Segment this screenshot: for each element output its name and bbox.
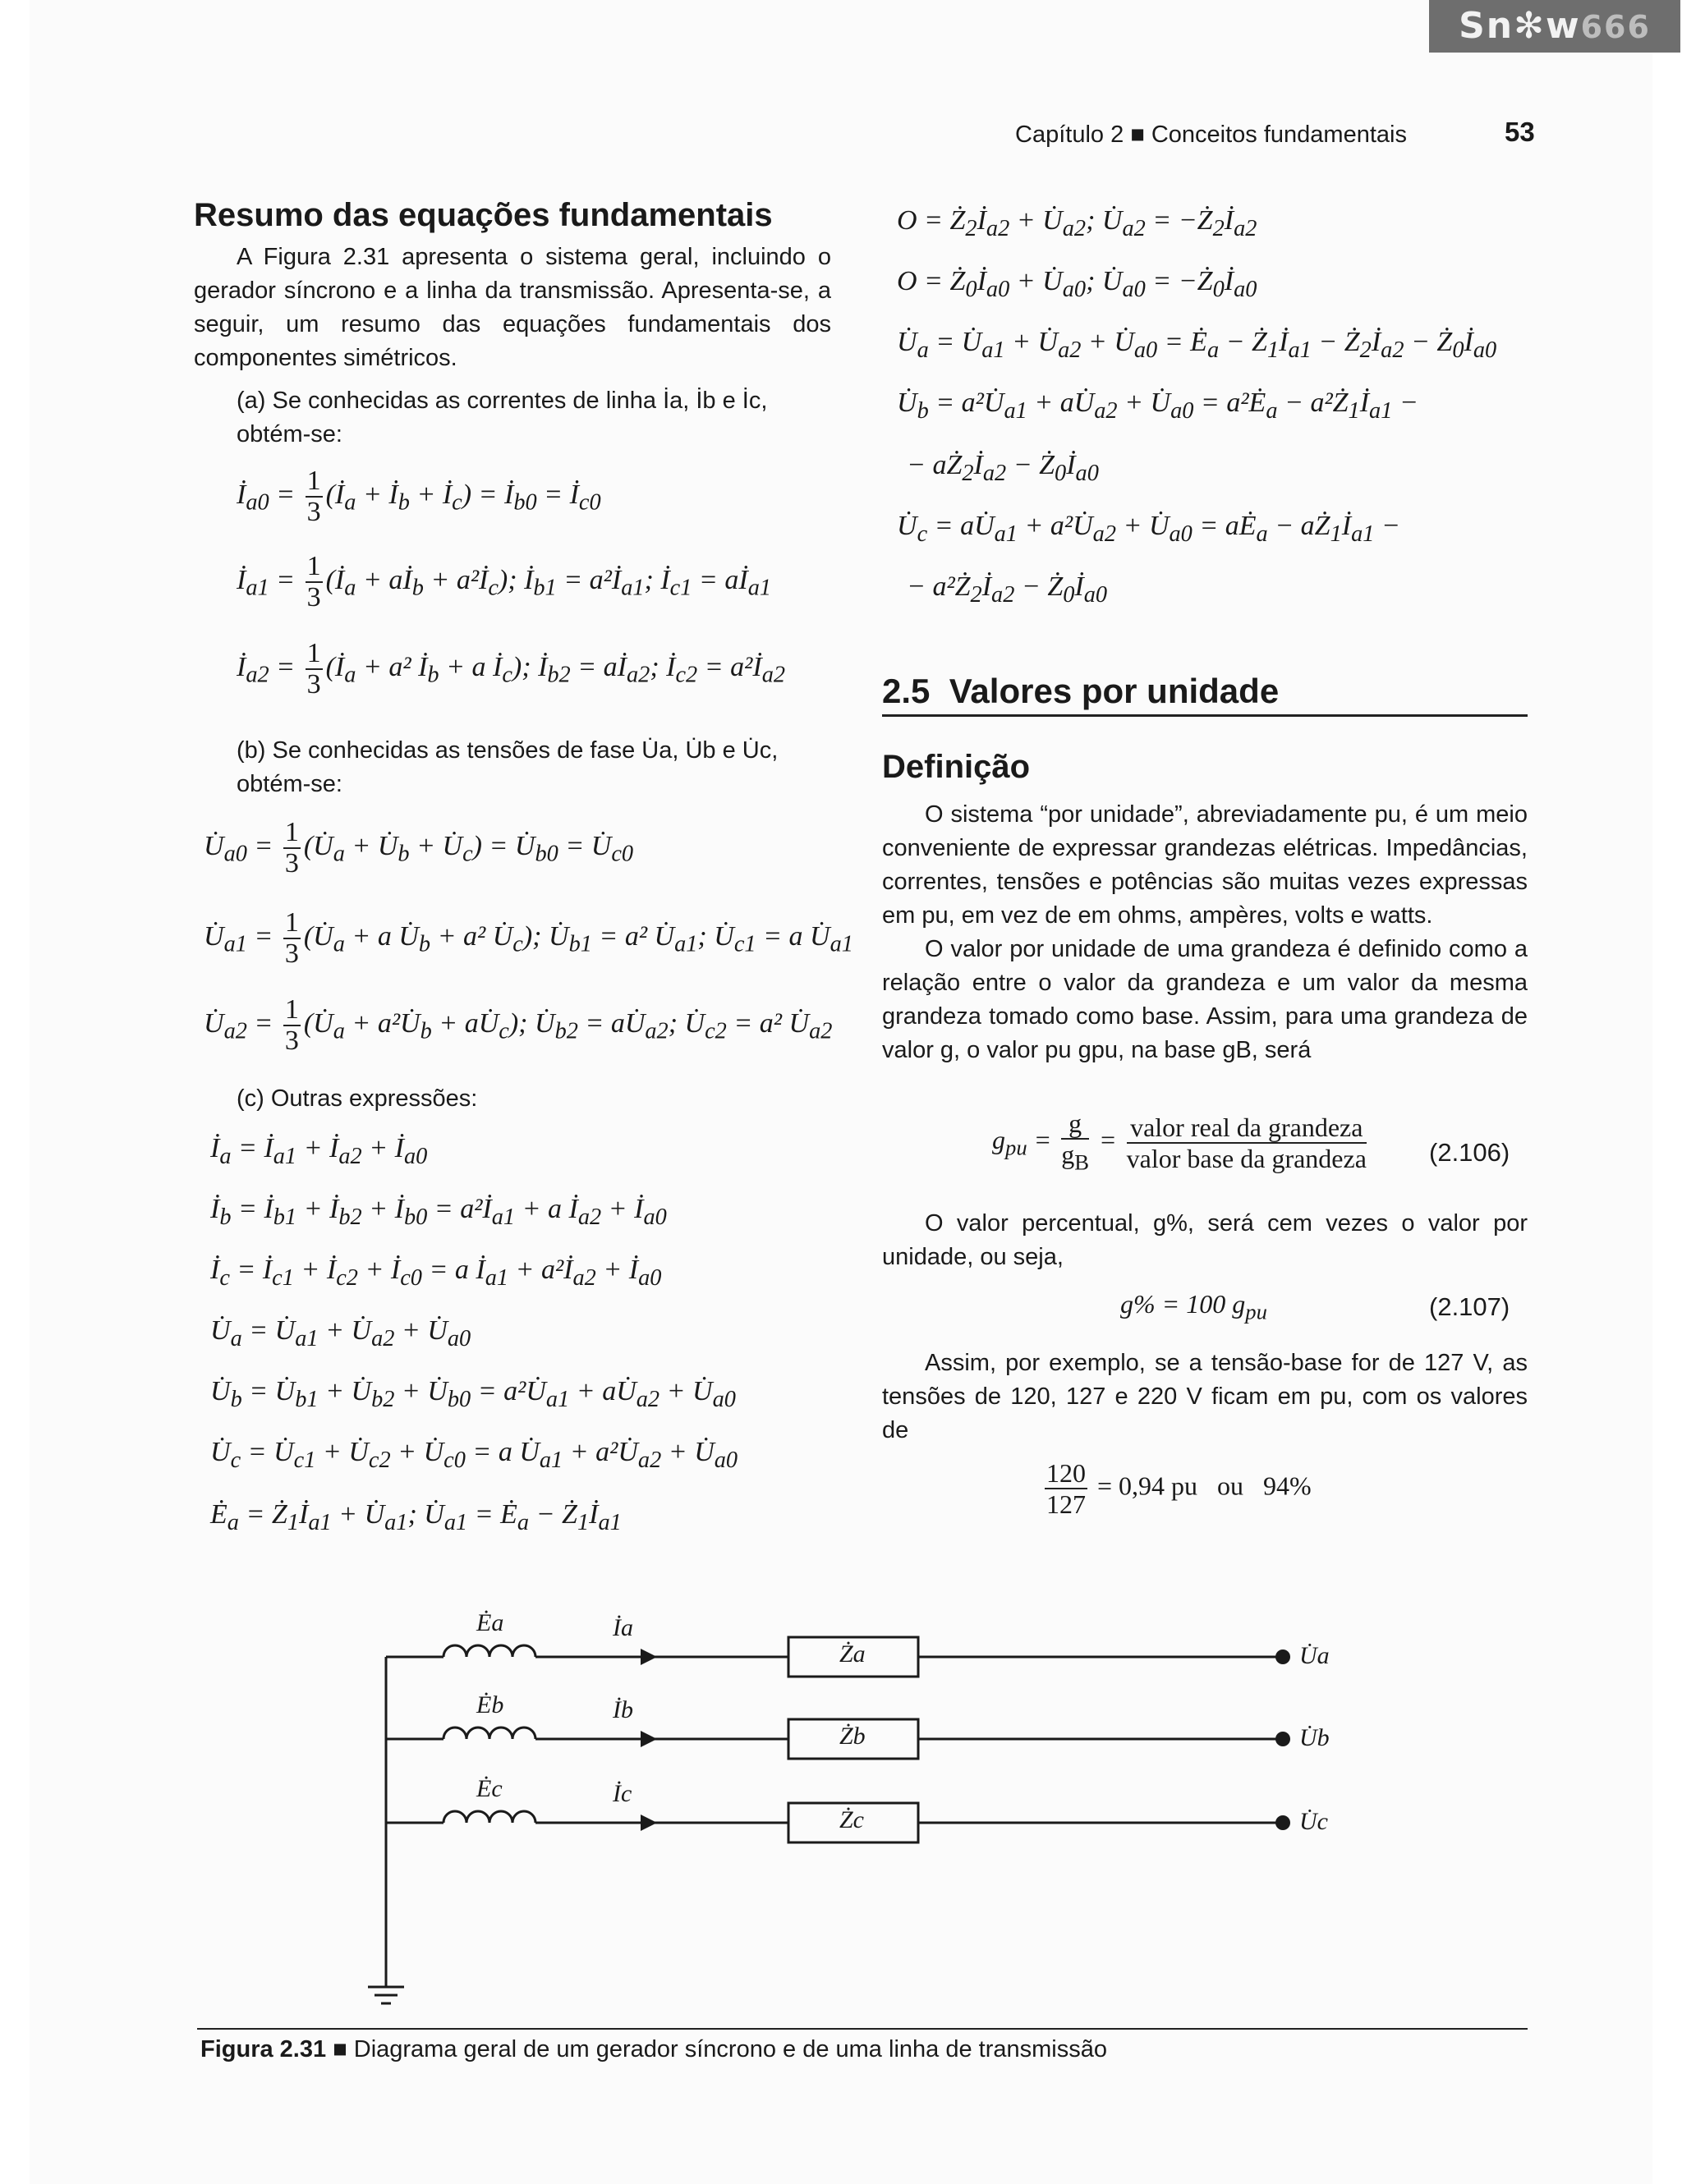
terminal-dot-a bbox=[1275, 1649, 1290, 1664]
label-Ia: İa bbox=[613, 1614, 633, 1641]
label-Ic: İc bbox=[613, 1780, 632, 1807]
coil-b bbox=[443, 1727, 535, 1739]
running-header: Capítulo 2 ■ Conceitos fundamentais bbox=[1015, 122, 1407, 148]
caption-rule bbox=[197, 2028, 1528, 2030]
intro-paragraph: A Figura 2.31 apresenta o sistema geral, incluindo o gerador síncrono e a linha da transmissão. Apresenta-se, a seguir, um resumo das equações fundamentais dos componentes simétricos. bbox=[194, 244, 831, 371]
current-arrow-a bbox=[641, 1649, 657, 1665]
terminal-dot-b bbox=[1275, 1732, 1290, 1746]
label-Za: Ża bbox=[839, 1640, 866, 1668]
eq-ua0: $U̇_{a0}$ = $\frac{1}{3}$ ($U̇_a$ + $U̇_b$ + $U̇_c$) = $U̇_{b0}$ = $U̇_{c0}$ bbox=[204, 817, 634, 879]
equation-2-107: g% = 100 $g_{pu}$ bbox=[1120, 1289, 1267, 1324]
watermark: Sn✻w666 bbox=[1429, 0, 1680, 53]
item-b: (b) Se conhecidas as tensões de fase U̇a, U̇b e U̇c, obtém-se: bbox=[237, 737, 779, 797]
eq-ia2: $İ_{a2}$ = $\frac{1}{3}$ ($İ_a + a^2$ $İ_b + a$ $İ_c$); $İ_{b2}$ = $aİ_{a2}$; $İ_{c2}$ = $a^2İ_{a2}$ bbox=[237, 638, 786, 700]
section-title-resumo: Resumo das equações fundamentais bbox=[194, 197, 773, 233]
eq-r4: $U̇_b$ = $a^2U̇_{a1}$ + $aU̇_{a2}$ + $U̇_{a0}$ = $a^2Ė_a$ − $a^2Ż_1İ_{a1}$ − bbox=[897, 388, 1418, 424]
eq-c6: $U̇_c$ = $U̇_{c1}$ + $U̇_{c2}$ + $U̇_{c0} = a$ $U̇_{a1}$ + $a^2U̇_{a2}$ + $U̇_{a0}$ bbox=[210, 1437, 738, 1473]
label-Ea: Ėa bbox=[476, 1609, 504, 1636]
eq-ua1: $U̇_{a1}$ = $\frac{1}{3}$ ($U̇_a + a$ $U̇_b + a^2$ $U̇_c$); $U̇_{b1} = a^2$ $U̇_{a1}$; $U̇_{c1} = a$ $U̇_{a1}$ bbox=[204, 907, 853, 969]
paragraph-percent: O valor percentual, g%, será cem vezes o valor por unidade, ou seja, bbox=[882, 1210, 1528, 1270]
subsection-definicao: Definição bbox=[882, 749, 1031, 785]
page-number: 53 bbox=[1505, 117, 1535, 147]
figure-caption: Figura 2.31 ■ Diagrama geral de um gerador síncrono e de uma linha de transmissão bbox=[200, 2036, 1107, 2062]
item-a: (a) Se conhecidas as correntes de linha İa, İb e İc, obtém-se: bbox=[237, 388, 768, 447]
eq-r6: $U̇_c$ = $aU̇_{a1}$ + $a^2U̇_{a2}$ + $U̇_{a0}$ = $aĖ_a$ − $aŻ_1İ_{a1}$ − bbox=[897, 511, 1400, 547]
label-Zc: Żc bbox=[839, 1806, 864, 1833]
eq-c2: $İ_b$ = $İ_{b1}$ + $İ_{b2}$ + $İ_{b0}$ = $a^2İ_{a1} + a$ $İ_{a2}$ + $İ_{a0}$ bbox=[210, 1194, 667, 1230]
eq-ia1: $İ_{a1}$ = $\frac{1}{3}$ ($İ_a$ + $aİ_b$ + $a^2İ_c$); $İ_{b1}$ = $a^2İ_{a1}$; $İ_{c1}$ = $aİ_{a1}$ bbox=[237, 551, 772, 613]
label-Zb: Żb bbox=[839, 1723, 866, 1750]
terminal-dot-c bbox=[1275, 1815, 1290, 1830]
paragraph-pu-intro: O sistema “por unidade”, abreviadamente pu, é um meio conveniente de expressar grandezas elétricas. Impedâncias, correntes, tensões e potências são muitas vezes expressas em pu, em vez de em ohms, ampères, volts e watts. bbox=[882, 801, 1528, 929]
eq-c7: $Ė_a$ = $Ż_1İ_{a1}$ + $U̇_{a1}$; $U̇_{a1}$ = $Ė_a$ − $Ż_1İ_{a1}$ bbox=[210, 1499, 622, 1535]
label-Uc: U̇c bbox=[1299, 1808, 1328, 1835]
coil-a bbox=[443, 1645, 535, 1657]
label-Ib: İb bbox=[613, 1696, 633, 1723]
eq-r7: − $a^2Ż_2İ_{a2}$ − $Ż_0İ_{a0}$ bbox=[907, 571, 1108, 608]
label-Ub: U̇b bbox=[1299, 1724, 1330, 1751]
eq-ia0: $İ_{a0}$ = $\frac{1}{3}$ ($İ_a$ + $İ_b$ + $İ_c$) = $İ_{b0}$ = $İ_{c0}$ bbox=[237, 466, 601, 527]
eq-c4: $U̇_a$ = $U̇_{a1}$ + $U̇_{a2}$ + $U̇_{a0}$ bbox=[210, 1315, 471, 1351]
eq-c1: $İ_a$ = $İ_{a1}$ + $İ_{a2}$ + $İ_{a0}$ bbox=[210, 1133, 428, 1169]
equation-number-2-106: (2.106) bbox=[1429, 1138, 1510, 1167]
section-2-5-heading: 2.5 Valores por unidade bbox=[882, 672, 1280, 710]
item-c: (c) Outras expressões: bbox=[237, 1085, 478, 1112]
label-Ua: U̇a bbox=[1299, 1642, 1330, 1669]
eq-r2: $O = Ż_0İ_{a0}$ + $U̇_{a0}$; $U̇_{a0}$ = $-Ż_0İ_{a0}$ bbox=[897, 266, 1257, 302]
eq-ua2: $U̇_{a2}$ = $\frac{1}{3}$ ($U̇_a$ + $a^2U̇_b$ + $aU̇_c$); $U̇_{b2}$ = $aU̇_{a2}$; $U̇_{c2} = a^2$ $U̇_{a2}$ bbox=[204, 994, 833, 1056]
label-Ec: Ėc bbox=[476, 1775, 503, 1802]
equation-2-106: $g_{pu}$ = $\frac{g}{g_B}$ = $\frac{\text{valor real da grandeza}}{\text{valor base da grandeza}}$ bbox=[992, 1108, 1367, 1175]
example-calculation: $\frac{120}{127}$ = 0,94 pu ou 94% bbox=[1046, 1458, 1312, 1519]
eq-c5: $U̇_b$ = $U̇_{b1}$ + $U̇_{b2}$ + $U̇_{b0}$ = $a^2U̇_{a1}$ + $aU̇_{a2}$ + $U̇_{a0}$ bbox=[210, 1376, 736, 1412]
paragraph-example: Assim, por exemplo, se a tensão-base for de 127 V, as tensões de 120, 127 e 220 V ficam em pu, com os valores de bbox=[882, 1350, 1528, 1443]
eq-r1: $O = Ż_2İ_{a2}$ + $U̇_{a2}$; $U̇_{a2}$ = $-Ż_2İ_{a2}$ bbox=[897, 205, 1257, 241]
eq-r5: − $aŻ_2İ_{a2}$ − $Ż_0İ_{a0}$ bbox=[907, 450, 1099, 486]
eq-c3: $İ_c$ = $İ_{c1}$ + $İ_{c2}$ + $İ_{c0} = a$ $İ_{a1}$ + $a^2İ_{a2}$ + $İ_{a0}$ bbox=[210, 1255, 662, 1291]
current-arrow-c bbox=[641, 1815, 657, 1831]
paragraph-pu-definition: O valor por unidade de uma grandeza é definido como a relação entre o valor da grandeza e um valor da mesma grandeza tomado como base. Assim, para uma grandeza de valor g, o valor pu gpu, na base gB, será bbox=[882, 936, 1528, 1063]
label-Eb: Ėb bbox=[476, 1691, 504, 1718]
eq-r3: $U̇_a$ = $U̇_{a1}$ + $U̇_{a2}$ + $U̇_{a0}$ = $Ė_a$ − $Ż_1İ_{a1}$ − $Ż_2İ_{a2}$ − $Ż_0İ_{a0}$ bbox=[897, 327, 1497, 363]
current-arrow-b bbox=[641, 1731, 657, 1747]
coil-c bbox=[443, 1811, 535, 1823]
equation-number-2-107: (2.107) bbox=[1429, 1292, 1510, 1321]
